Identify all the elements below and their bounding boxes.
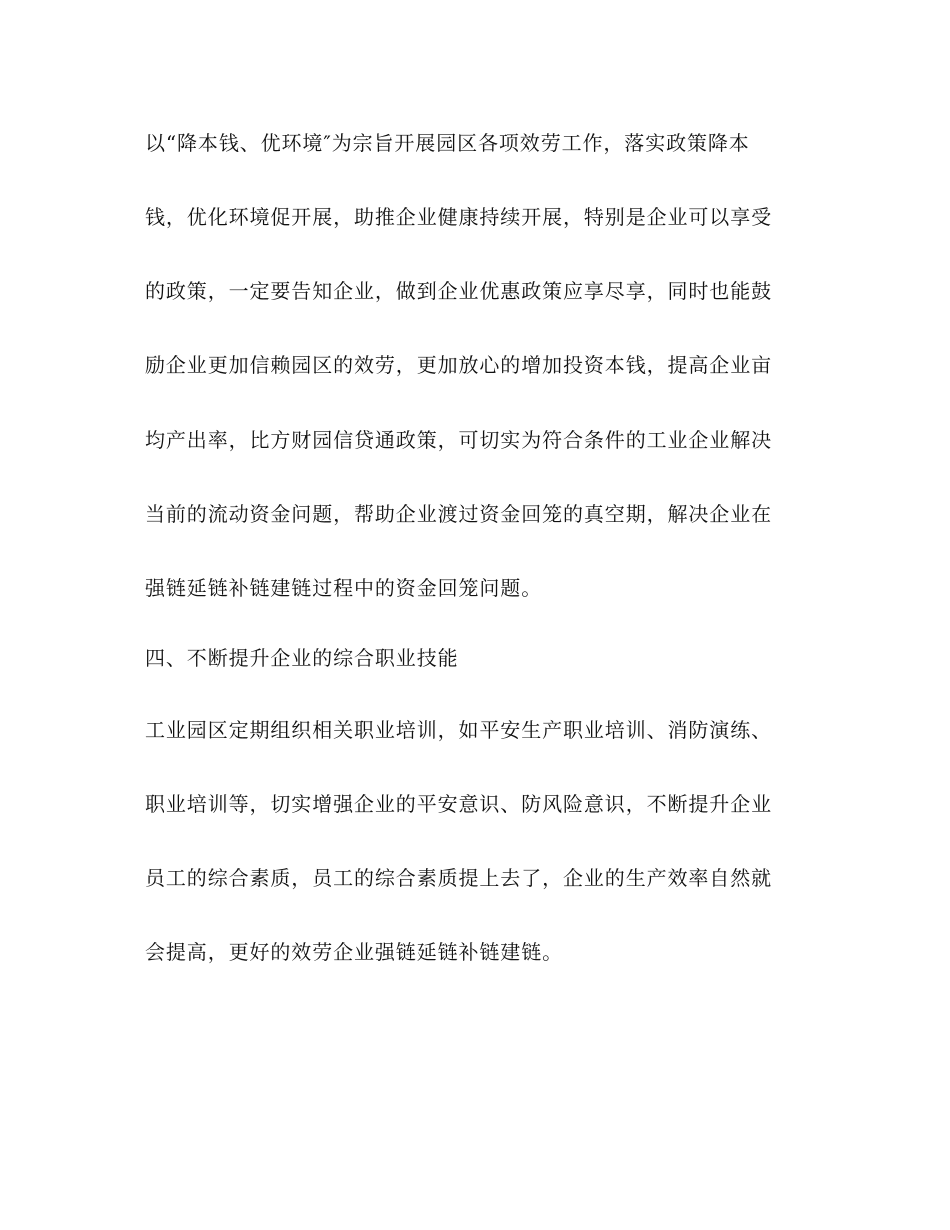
paragraph-line: 的政策，一定要告知企业，做到企业优惠政策应享尽享，同时也能鼓 xyxy=(145,279,772,303)
paragraph-line: 励企业更加信赖园区的效劳，更加放心的增加投资本钱，提高企业亩 xyxy=(145,353,772,377)
paragraph-line: 会提高，更好的效劳企业强链延链补链建链。 xyxy=(145,940,563,964)
paragraph-line: 强链延链补链建链过程中的资金回笼问题。 xyxy=(145,576,543,600)
paragraph-line: 工业园区定期组织相关职业培训，如平安生产职业培训、消防演练、 xyxy=(145,718,772,742)
section-heading: 四、不断提升企业的综合职业技能 xyxy=(145,646,459,670)
paragraph-line: 员工的综合素质，员工的综合素质提上去了，企业的生产效率自然就 xyxy=(145,866,772,890)
paragraph-line: 当前的流动资金问题，帮助企业渡过资金回笼的真空期，解决企业在 xyxy=(145,502,772,526)
paragraph-line: 均产出率，比方财园信贷通政策，可切实为符合条件的工业企业解决 xyxy=(145,428,772,452)
paragraph-line: 职业培训等，切实增强企业的平安意识、防风险意识，不断提升企业 xyxy=(145,792,772,816)
paragraph-line: 以“降本钱、优环境″为宗旨开展园区各项效劳工作，落实政策降本 xyxy=(145,131,750,155)
paragraph-line: 钱，优化环境促开展，助推企业健康持续开展，特别是企业可以享受 xyxy=(145,205,772,229)
